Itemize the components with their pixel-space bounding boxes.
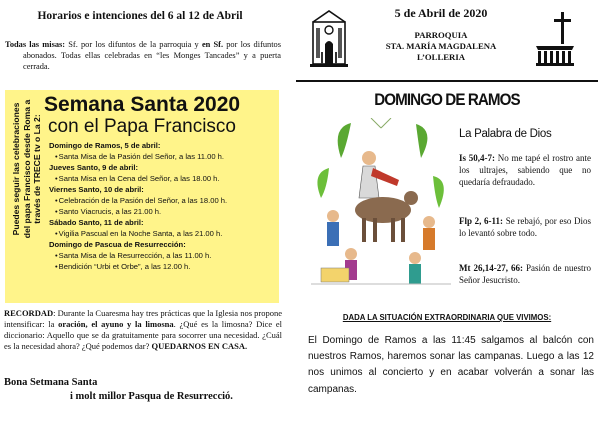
day-heading: Sábado Santo, 11 de abril: <box>49 218 144 228</box>
day-heading: Domingo de Ramos, 5 de abril: <box>49 141 161 150</box>
sunday-title: DOMINGO DE RAMOS <box>374 91 520 109</box>
reading-1: Is 50,4-7: No me tapé el rostro ante los ultrajes, sabiendo que no quedaría defraudado. <box>459 153 592 188</box>
celebrations-list <box>49 140 277 272</box>
day-heading: Jueves Santo, 9 de abril: <box>49 163 139 173</box>
day-heading: Domingo de Pascua de Resurrección: <box>49 240 186 250</box>
semana-santa-subtitle: con el Papa Francisco <box>48 116 236 137</box>
notice-heading: DADA LA SITUACIÓN EXTRAORDINARIA QUE VIVIMOS: <box>342 313 552 322</box>
celebration-item: • Vigilia Pascual en la Noche Santa, a las 21.00 h. <box>49 229 277 240</box>
day-heading: Viernes Santo, 10 de abril: <box>49 185 144 195</box>
semana-santa-box <box>5 90 279 303</box>
broadcast-note: Puedes seguir las celebraciones del papa Francisco desde Roma a través de TRECE tv o La 2: <box>11 99 42 239</box>
reading-3: Mt 26,14-27, 66: Pasión de nuestro Señor Jesucristo. <box>459 263 591 286</box>
celebration-item: • Santa Misa de la Resurrección, a las 11.00 h. <box>49 251 277 262</box>
celebration-item: • Santa Misa en la Cena del Señor, a las 18.00 h. <box>49 174 277 185</box>
church-facade-icon <box>308 8 350 68</box>
semana-santa-title: Semana Santa 2020 <box>43 93 241 116</box>
reading-2: Flp 2, 6-11: Se rebajó, por eso Dios lo levantó sobre todo. <box>459 216 591 239</box>
bulletin-date: 5 de Abril de 2020 <box>394 6 488 20</box>
right-column <box>296 0 598 430</box>
celebration-item: • Bendición “Urbi et Orbe”, a las 12.00 h. <box>49 262 277 273</box>
celebration-item: • Santa Misa de la Pasión del Señor, a las 11.00 h. <box>49 152 277 163</box>
word-of-god-heading: La Palabra de Dios <box>459 128 552 140</box>
parish-logo-icon <box>534 10 576 70</box>
mass-intentions: Todas las misas: Sf. por los difuntos de la parroquia y en Sf. por los difuntos abonados. Todas ellas celebradas en “les Monges Tancades” y a puerta cerrada. <box>5 40 282 71</box>
celebration-item: • Celebración de la Pasión del Señor, a las 18.00 h. <box>49 196 277 207</box>
palm-sunday-illustration <box>311 118 451 288</box>
header-divider <box>296 80 598 82</box>
parish-name: PARROQUIA STA. MARÍA MAGDALENA L’OLLERIA <box>385 30 497 62</box>
schedule-title: Horarios e intenciones del 6 al 12 de Abril <box>37 10 243 22</box>
notice-body: El Domingo de Ramos a las 11:45 salgamos al balcón con nuestros Ramos, haremos sonar las campanas. Luego a las 12 nos unimos al concierto y en acabar volverán a sonar las campanas. <box>308 335 594 395</box>
recordad-paragraph: RECORDAD: Durante la Cuaresma hay tres prácticas que la Iglesia nos propone intensificar: la oración, el ayuno y la limosna. ¿Qué es la limosna? Dice el diccionario: Aquello que se da gratuitamente para socorrer una necesidad. ¿Cuál es la necesidad ahora? ¿Qué podemos dar? QUEDARNOS EN CASA. <box>4 308 282 351</box>
left-column <box>0 0 290 430</box>
closing-line-2: i molt millor Pasqua de Resurrecció. <box>70 391 233 402</box>
closing-line-1: Bona Setmana Santa <box>4 377 98 388</box>
celebration-item: • Santo Viacrucis, a las 21.00 h. <box>49 207 277 218</box>
